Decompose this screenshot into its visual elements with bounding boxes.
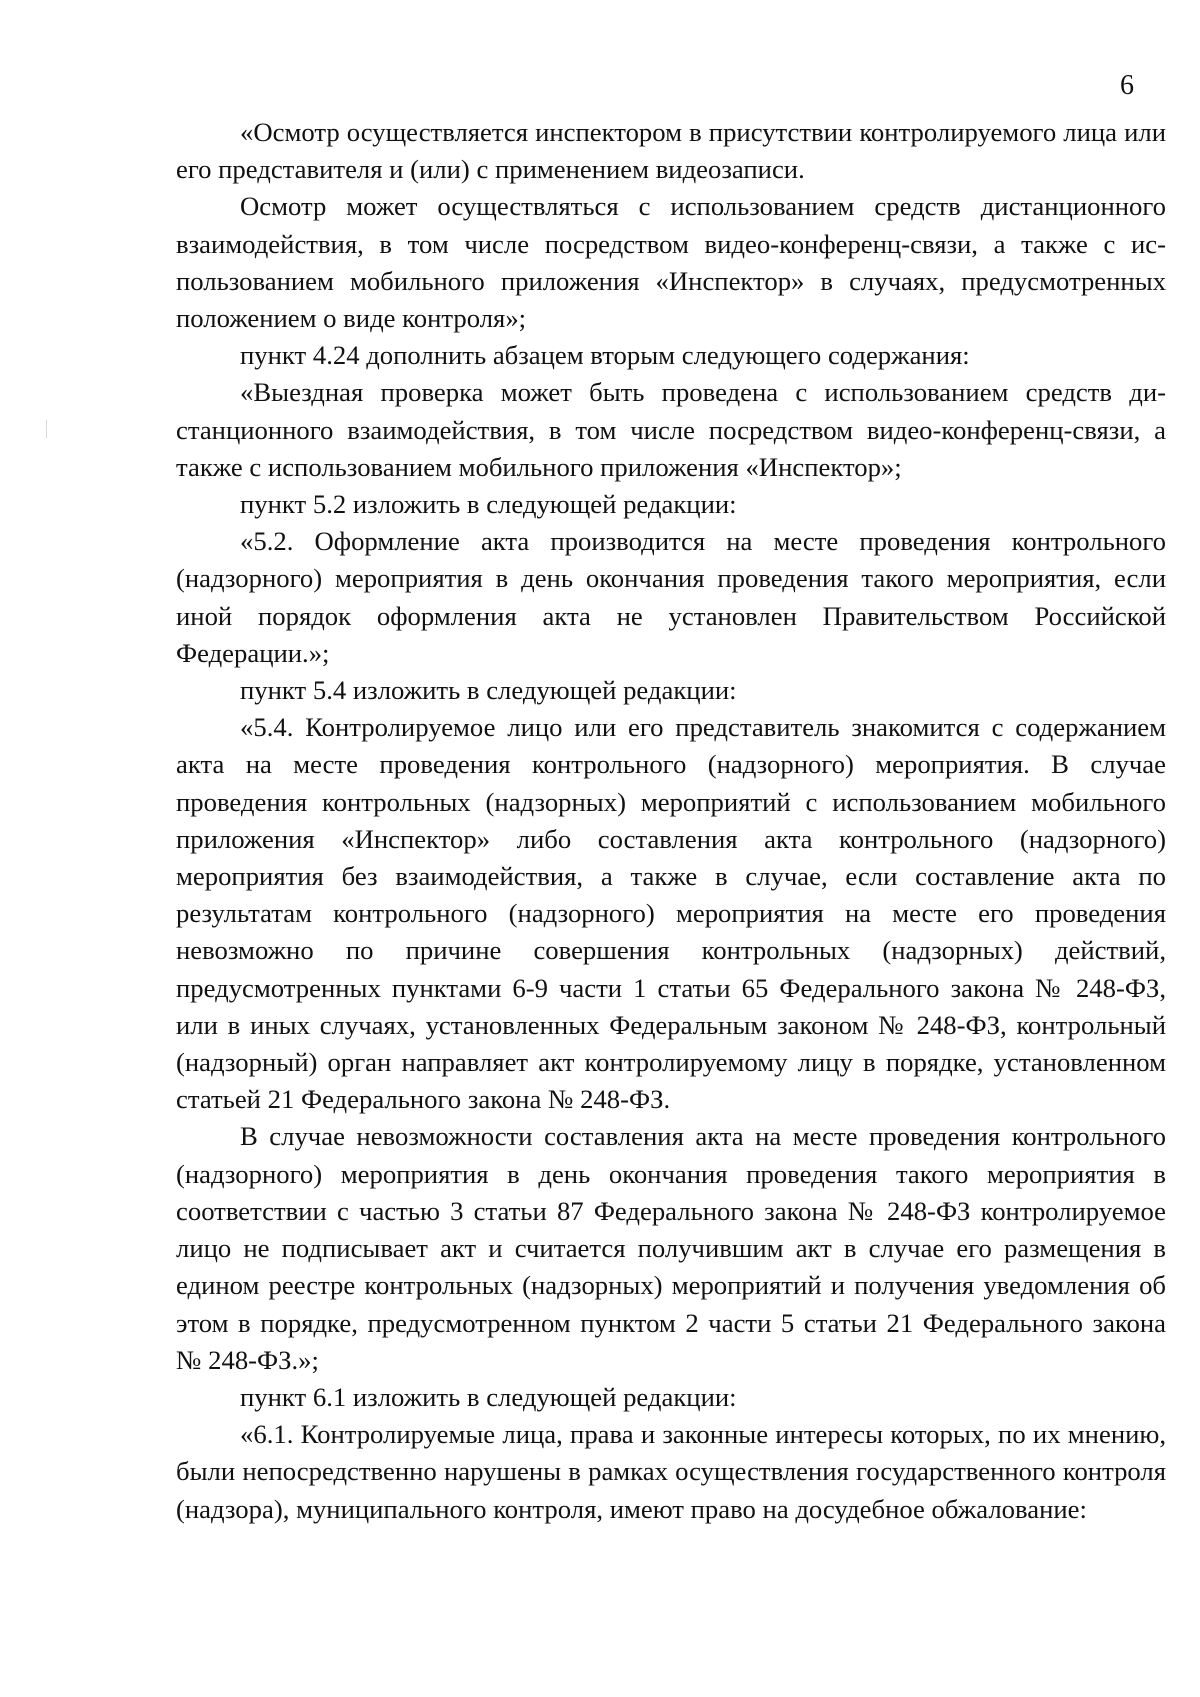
document-body [176,114,1166,1528]
paragraph: В случае невозможности составления акта на месте проведения контрольного (надзорного) мероприятия в день окончания проведения такого мероприятия в соответствии с частью 3 статьи 87 Федерального закона № 248-ФЗ контролируемое лицо не подписывает акт и считается получившим акт в случае его размещения в едином реестре контрольных (надзорных) мероприятий и получения уведомления об этом в порядке, предусмотренном пунктом 2 части 5 статьи 21 Федерального закона № 248-ФЗ.»; [176,1121,1166,1375]
paragraph: «5.4. Контролируемое лицо или его представитель знакомится с содержанием акта на месте проведения контрольного (надзорного) мероприятия. В случае проведения контрольных (надзорных) мероприятий с использованием мобильного приложения «Инспектор» либо составления акта контрольного (надзорного) мероприятия без взаимодействия, а также в случае, если составление акта по результатам контрольного (надзорного) мероприятия на месте его проведения невозможно по причине совершения контрольных (надзорных) действий, предусмотренных пунктами 6-9 части 1 статьи 65 Федерального закона № 248-ФЗ, или в иных случаях, установленных Федеральным законом № 248-ФЗ, контрольный (надзорный) орган направляет акт контролируемому лицу в порядке, установленном статьей 21 Федерального закона № 248-ФЗ. [176,712,1166,1115]
page-number: 6 [1120,70,1134,101]
paragraph: пункт 6.1 изложить в следующей редакции: [240,1381,737,1412]
paragraph: «Выездная проверка может быть проведена с использованием средств дистанционного взаимодействия, в том числе посредством видео-конференц-связи, а также с использованием мобильного приложения «Инспектор»; [176,377,1166,482]
paragraph: «6.1. Контролируемые лица, права и законные интересы которых, по их мнению, были непосредственно нарушены в рамках осуществления государственного контроля (надзора), муниципального контроля, имеют право на досудебное обжалование: [176,1419,1166,1524]
paragraph: «5.2. Оформление акта производится на месте проведения контрольного (надзорного) мероприятия в день окончания проведения такого мероприятия, если иной порядок оформления акта не установлен Правительством Российской Федерации.»; [176,526,1166,668]
paragraph: пункт 5.2 изложить в следующей редакции: [240,489,737,520]
scan-mark [46,420,47,438]
paragraph: Осмотр может осуществляться с использованием средств дистанционного взаимодействия, в том числе посредством видео-конференц-связи, а также с использованием мобильного приложения «Инспектор» в случаях, предусмотренных положением о виде контроля»; [176,191,1166,334]
paragraph: пункт 4.24 дополнить абзацем вторым следующего содержания: [240,340,970,371]
paragraph: пункт 5.4 изложить в следующей редакции: [240,675,737,706]
paragraph: «Осмотр осуществляется инспектором в присутствии контролируемого лица или его представителя и (или) с применением видеозаписи. [176,117,1166,185]
